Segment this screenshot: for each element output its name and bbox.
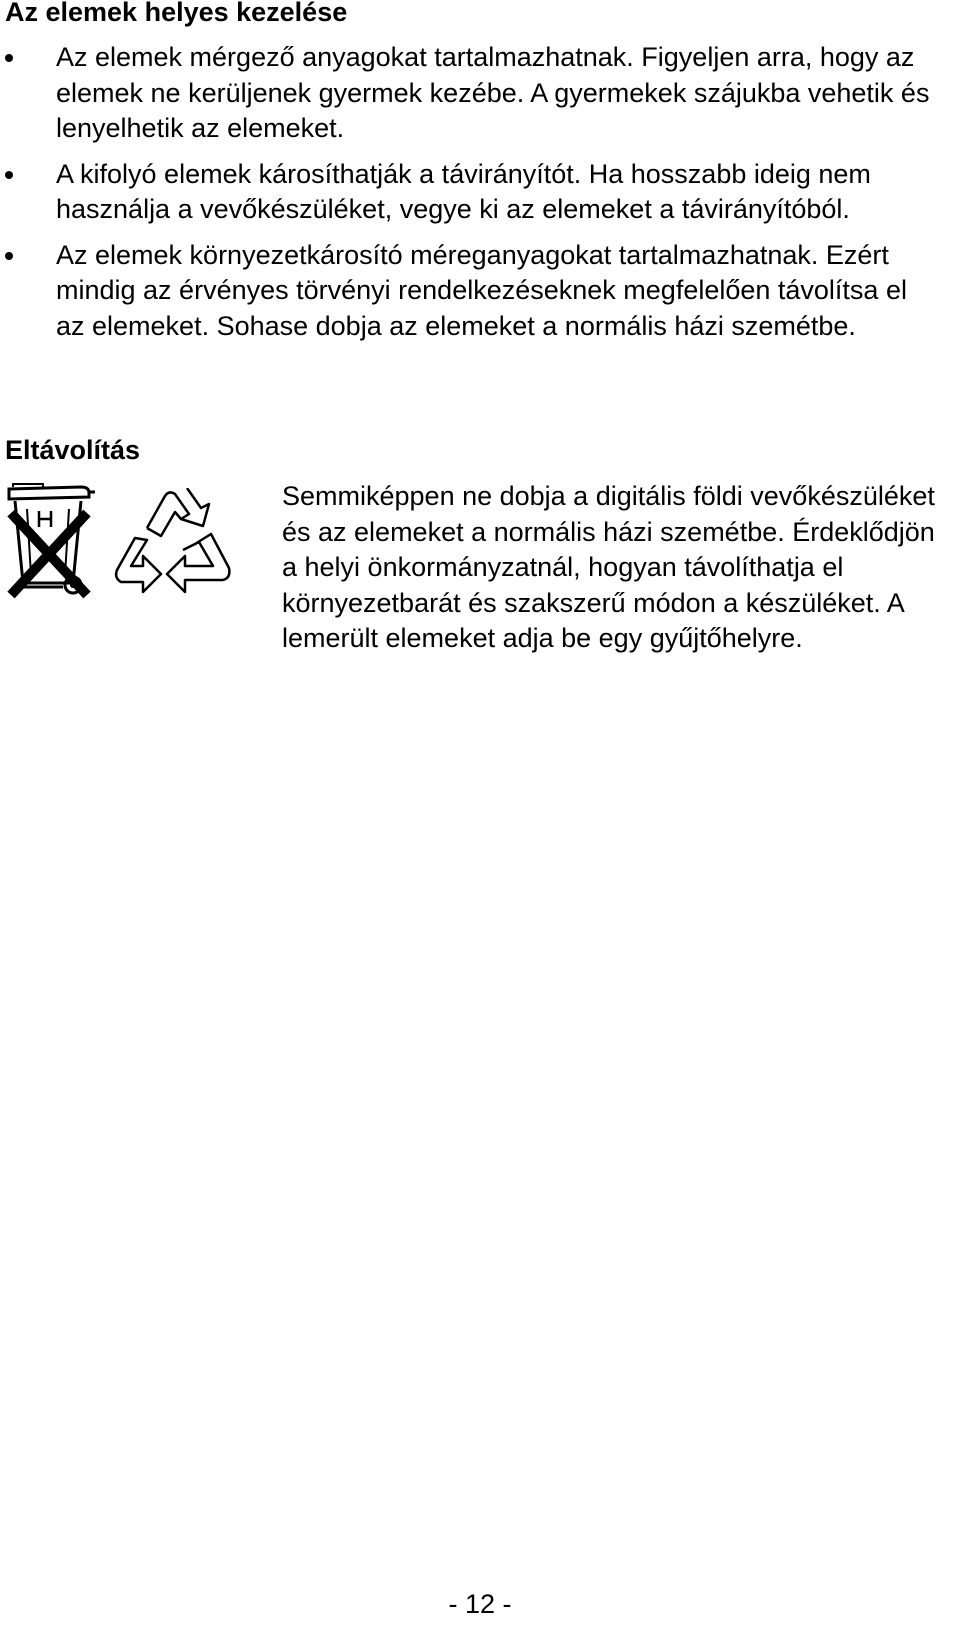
page-number: - 12 -	[448, 1589, 512, 1619]
bullet-dot-icon	[5, 252, 13, 260]
bullet-item-text: A kifolyó elemek károsíthatják a távirányítót. Ha hosszabb ideig nem használja a vevőkészüléket, vegye ki az elemeket a távirányítóból.	[56, 158, 871, 224]
bullet-dot-icon	[5, 54, 13, 62]
crossed-out-wheelie-bin-icon	[3, 483, 98, 608]
bullet-item-text: Az elemek környezetkárosító méreganyagokat tartalmazhatnak. Ezért mindig az érvényes törvényi rendelkezéseknek megfelelően távolítsa el az elemeket. Sohase dobja az elemeket a normális házi szemétbe.	[56, 239, 907, 341]
recycle-icon	[113, 488, 231, 610]
disposal-section-title: Eltávolítás	[5, 435, 141, 465]
bullet-dot-icon	[5, 171, 13, 179]
bullet-item	[0, 157, 931, 228]
battery-bullet-list	[0, 40, 960, 354]
bullet-item-text: Az elemek mérgező anyagokat tartalmazhatnak. Figyeljen arra, hogy az elemek ne kerüljenek gyermek kezébe. A gyermekek szájukba vehetik és lenyelhetik az elemeket.	[56, 42, 930, 143]
bullet-item	[0, 40, 931, 147]
bullet-item	[0, 238, 931, 345]
battery-section-title: Az elemek helyes kezelése	[5, 0, 348, 27]
disposal-paragraph: Semmiképpen ne dobja a digitális földi vevőkészüléket és az elemeket a normális házi szemétbe. Érdeklődjön a helyi önkormányzatnál, hogyan távolíthatja el környezetbarát és szakszerű módon a készüléket. A lemerült elemeket adja be egy gyűjtőhelyre.	[282, 481, 935, 653]
